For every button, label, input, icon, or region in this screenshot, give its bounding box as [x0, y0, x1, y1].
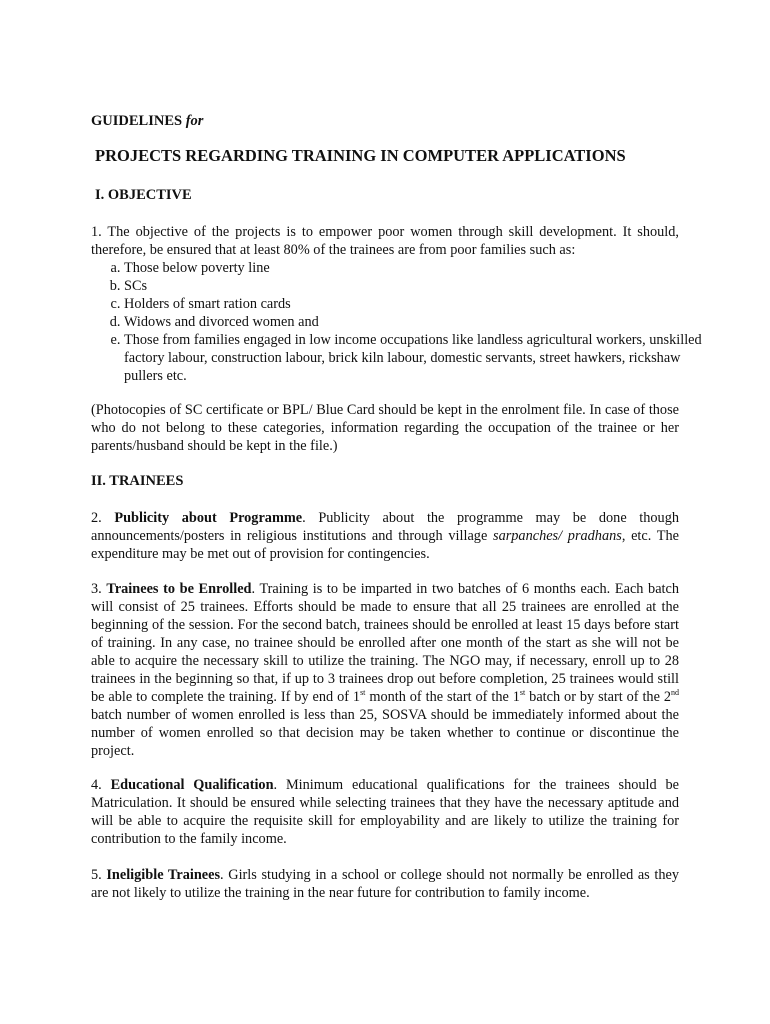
- paragraph-ineligible-trainees: 5. Ineligible Trainees. Girls studying in a school or college should not normally be enrolled as they are not likely to utilize the training in the near future for contribution to family income.: [91, 867, 679, 901]
- paragraph-trainees-enrolled: 3. Trainees to be Enrolled. Training is to be imparted in two batches of 6 months each. Each batch will consist of 25 trainees. Efforts should be made to ensure that all 25 trainees are enrolled at the beginning of the session. For the second batch, trainees should be enrolled at least 15 days before start of training. In any case, no trainee should be enrolled after one month of the start as she will not be able to acquire the necessary skill to utilize the training. The NGO may, if necessary, enroll up to 28 trainees in the beginning so that, if up to 3 trainees drop out before completion, 25 trainees would still be able to complete the training. If by end of 1st month of the start of the 1st batch or by start of the 2nd batch number of women enrolled is less than 25, SOSVA should be immediately informed about the number of women enrolled so that decision may be taken whether to continue or discontinue the project.: [91, 581, 680, 759]
- list-item: d. Widows and divorced women and: [124, 313, 712, 331]
- paragraph-title: Educational Qualification: [110, 777, 274, 793]
- list-item: b. SCs: [124, 277, 712, 295]
- document-title: PROJECTS REGARDING TRAINING IN COMPUTER APPLICATIONS: [95, 146, 626, 165]
- list-item: c. Holders of smart ration cards: [124, 295, 712, 313]
- document-heading: [91, 112, 203, 130]
- paragraph-title: Ineligible Trainees: [106, 867, 221, 883]
- list-item: a. Those below poverty line: [124, 259, 712, 277]
- heading-text: GUIDELINES: [91, 113, 183, 129]
- paragraph-title: Trainees to be Enrolled: [106, 581, 252, 597]
- heading-italic-text: for: [185, 113, 204, 129]
- eligibility-list: [91, 259, 712, 385]
- paragraph-educational-qualification: 4. Educational Qualification. Minimum educational qualifications for the trainees should be Matriculation. It should be ensured while selecting trainees that they have the necessary aptitude and will be able to acquire the requisite skill for employability and are likely to utilize the training for contribution to the family income.: [91, 777, 680, 847]
- objective-paragraph: 1. The objective of the projects is to empower poor women through skill development. It should, therefore, be ensured that at least 80% of the trainees are from poor families such as:: [91, 224, 679, 258]
- list-item: e. Those from families engaged in low income occupations like landless agricultural workers, unskilled factory labour, construction labour, brick kiln labour, domestic servants, street hawkers, rickshaw pullers etc.: [124, 331, 712, 385]
- section-heading-trainees: II. TRAINEES: [91, 473, 184, 489]
- documents-note: (Photocopies of SC certificate or BPL/ Blue Card should be kept in the enrolment file. In case of those who do not belong to these categories, information regarding the occupation of the trainee or her parents/husband should be kept in the file.): [91, 402, 679, 454]
- paragraph-title: Publicity about Programme: [114, 510, 303, 526]
- paragraph-publicity: 2. Publicity about Programme. Publicity about the programme may be done though announcements/posters in religious institutions and through village sarpanches/ pradhans, etc. The expenditure may be met out of provision for contingencies.: [91, 510, 679, 562]
- section-heading-objective: I. OBJECTIVE: [95, 187, 192, 203]
